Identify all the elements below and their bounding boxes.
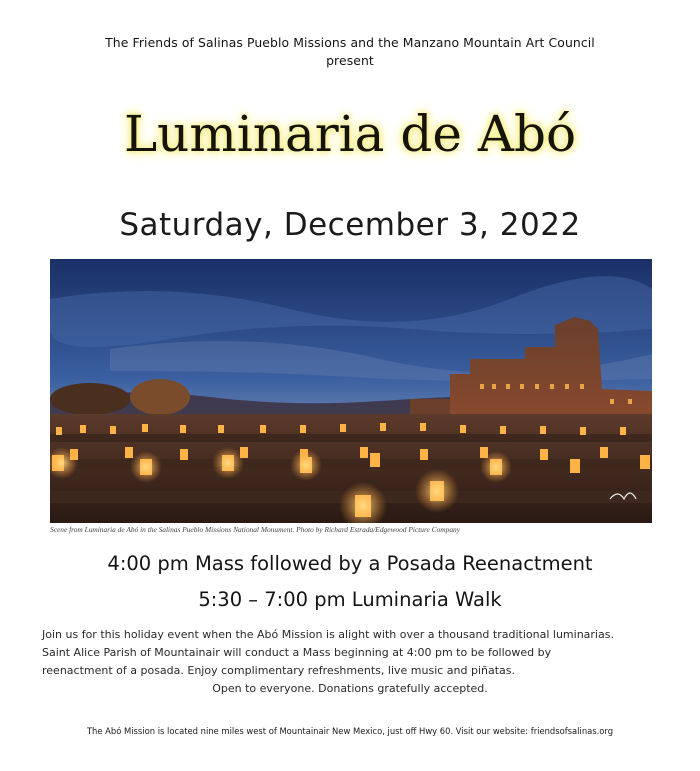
description-line: Saint Alice Parish of Mountainair will conduct a Mass beginning at 4:00 pm to be followed by — [42, 646, 552, 659]
description-line: reenactment of a posada. Enjoy complimentary refreshments, live music and piñatas. — [42, 664, 516, 677]
location-footer: The Abó Mission is located nine miles west of Mountainair New Mexico, just off Hwy 60. Visit our website: friendsofsalinas.org — [86, 726, 614, 736]
event-date: Saturday, December 3, 2022 — [119, 207, 581, 243]
mission-luminaria-photo — [50, 259, 652, 523]
open-to-everyone: Open to everyone. Donations gratefully accepted. — [212, 682, 488, 695]
event-description — [42, 626, 658, 680]
description-line: Join us for this holiday event when the Abó Mission is alight with over a thousand traditional luminarias. — [42, 628, 614, 641]
present-word: present — [326, 53, 374, 68]
photo-caption: Scene from Luminaria de Abó in the Salinas Pueblo Missions National Monument. Photo by Richard Estrada/Edgewood Picture Company — [50, 525, 461, 534]
presenters-block — [20, 34, 680, 70]
presenters-line: The Friends of Salinas Pueblo Missions and the Manzano Mountain Art Council — [105, 35, 595, 50]
schedule-mass: 4:00 pm Mass followed by a Posada Reenactment — [107, 552, 593, 575]
event-title: Luminaria de Abó — [123, 105, 577, 163]
schedule-luminaria-walk: 5:30 – 7:00 pm Luminaria Walk — [198, 588, 502, 611]
